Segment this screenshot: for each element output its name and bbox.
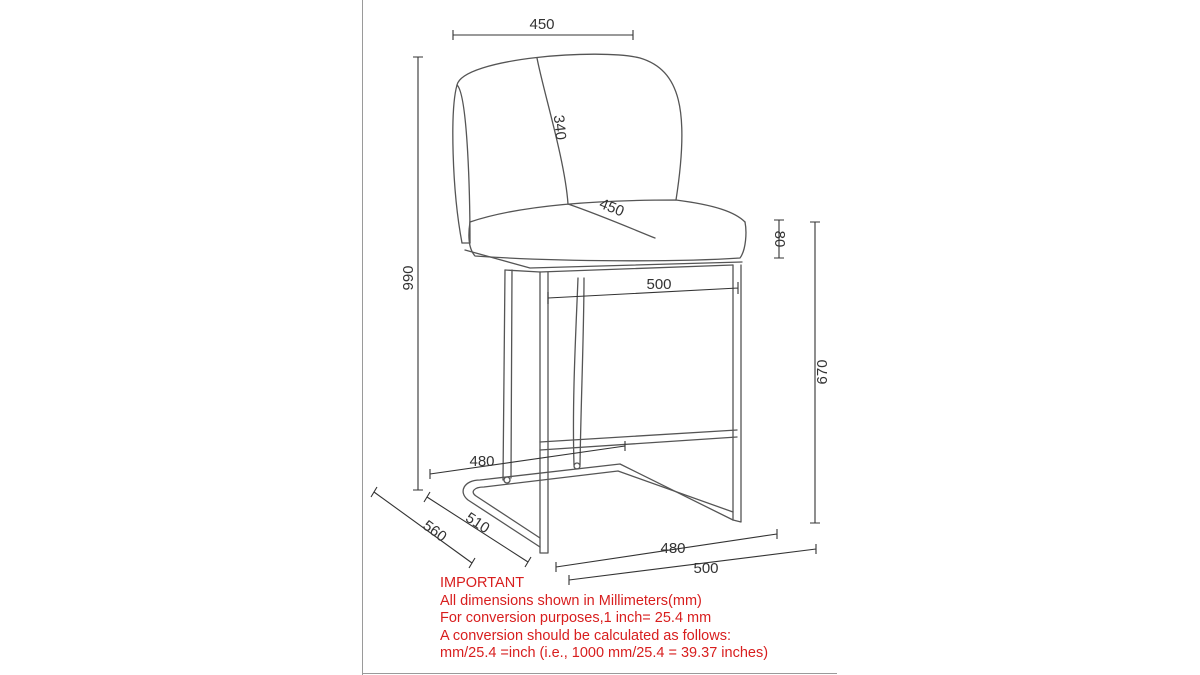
note-line-instruction: A conversion should be calculated as follows: [440,627,731,644]
back-left-foot [504,477,510,483]
frame-top-rail-front [540,265,733,272]
dim-back-height: 340 [549,114,570,141]
backrest-inner-edge [457,85,470,243]
dim-seat-depth: 450 [596,195,627,221]
dim-inner-depth: 510 [462,509,493,538]
dim-footrest-depth: 480 [469,453,495,470]
dim-top-width: 450 [529,16,555,33]
seat-cushion-front [469,222,746,261]
dim-seat-height: 670 [814,359,831,385]
dim-inner-width: 480 [660,540,686,557]
footrest-bar [540,430,737,450]
conversion-note [440,575,768,663]
seat-under-line [465,250,742,268]
dim-outer-depth: 560 [419,517,450,546]
back-left-leg-curve [573,278,584,465]
frame-top-rail-side [505,270,540,272]
note-line-conversion: For conversion purposes,1 inch= 25.4 mm [440,610,712,626]
backrest-outline [453,54,682,243]
front-right-leg [733,265,741,522]
note-line-formula: mm/25.4 =inch (i.e., 1000 mm/25.4 = 39.37 inches) [440,645,769,661]
back-left-leg [503,270,512,480]
dim-seat-width: 500 [646,276,672,293]
sled-base-inner [473,471,733,538]
front-left-leg [540,272,548,553]
dim-total-height: 990 [400,265,417,291]
note-heading: IMPORTANT [440,575,525,591]
dim-seat-thickness: 80 [771,230,788,248]
dim-outer-width: 500 [693,560,719,577]
note-line-units: All dimensions shown in Millimeters(mm) [440,592,702,609]
